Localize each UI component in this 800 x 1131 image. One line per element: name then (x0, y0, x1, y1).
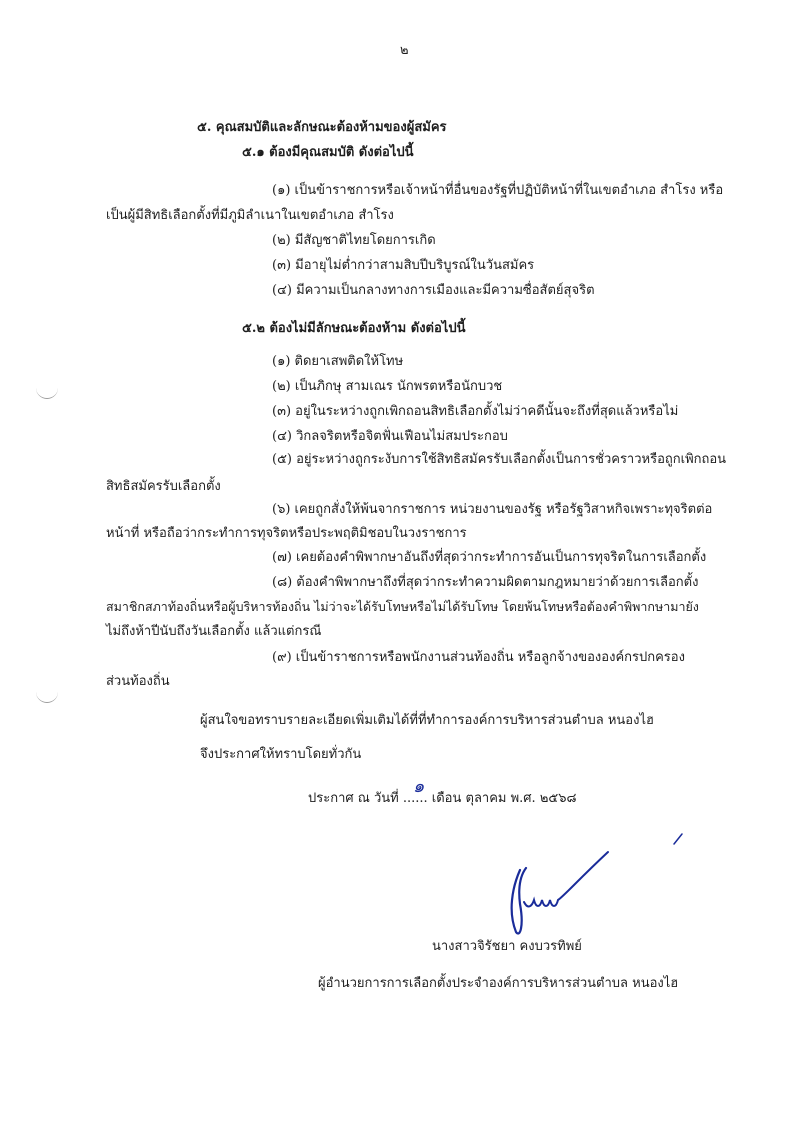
signature-image (498, 840, 638, 940)
prohibition-item-cont: ส่วนท้องถิ่น (106, 674, 170, 689)
prohibition-item: (๒) เป็นภิกษุ สามเณร นักพรตหรือนักบวช (272, 379, 503, 394)
qualification-item: (๒) มีสัญชาติไทยโดยการเกิด (272, 233, 436, 248)
prohibition-item: (๙) เป็นข้าราชการหรือพนักงานส่วนท้องถิ่น หรือลูกจ้างขององค์กรปกครอง (272, 650, 685, 665)
section-5-1-heading: ๕.๑ ต้องมีคุณสมบัติ ดังต่อไปนี้ (242, 145, 414, 160)
prohibition-item: (๓) อยู่ในระหว่างถูกเพิกถอนสิทธิเลือกตั้งไม่ว่าคดีนั้นจะถึงที่สุดแล้วหรือไม่ (272, 404, 679, 419)
signer-name: นางสาวจิรัชยา คงบวรทิพย์ (432, 939, 582, 954)
prohibition-item: (๑) ติดยาเสพติดให้โทษ (272, 354, 404, 369)
handwritten-day: ๑ (412, 776, 425, 797)
pen-mark (668, 832, 684, 848)
prohibition-item: (๘) ต้องคำพิพากษาถึงที่สุดว่ากระทำความผิดตามกฎหมายว่าด้วยการเลือกตั้ง (272, 575, 699, 590)
qualification-item: (๑) เป็นข้าราชการหรือเจ้าหน้าที่อื่นของรัฐที่ปฏิบัติหน้าที่ในเขตอำเภอ สำโรง หรือ (272, 183, 724, 198)
page-number: ๒ (400, 43, 409, 58)
binder-hole (36, 386, 58, 399)
section-5-heading: ๕. คุณสมบัติและลักษณะต้องห้ามของผู้สมัคร (197, 120, 447, 135)
prohibition-item-cont: สมาชิกสภาท้องถิ่นหรือผู้บริหารท้องถิ่น ไม่ว่าจะได้รับโทษหรือไม่ได้รับโทษ โดยพ้นโทษหรือต้องคำพิพากษามายัง (106, 599, 699, 614)
prohibition-item: (๔) วิกลจริตหรือจิตฟั่นเฟือนไม่สมประกอบ (272, 429, 508, 444)
binder-hole (36, 690, 58, 703)
date-day-field (402, 776, 428, 806)
qualification-item-cont: เป็นผู้มีสิทธิเลือกตั้งที่มีภูมิลำเนาในเขตอำเภอ สำโรง (106, 208, 394, 223)
contact-note: ผู้สนใจขอทราบรายละเอียดเพิ่มเติมได้ที่ที่ทำการองค์การบริหารส่วนตำบล หนองไฮ (200, 713, 654, 728)
date-prefix: ประกาศ ณ วันที่ (308, 791, 403, 806)
date-suffix: เดือน ตุลาคม พ.ศ. ๒๕๖๘ (427, 791, 577, 806)
prohibition-item-cont: สิทธิสมัครรับเลือกตั้ง (106, 479, 221, 494)
announce-note: จึงประกาศให้ทราบโดยทั่วกัน (200, 747, 362, 762)
qualification-item: (๓) มีอายุไม่ต่ำกว่าสามสิบปีบริบูรณ์ในวันสมัคร (272, 258, 535, 273)
date-dots: ...... (402, 791, 428, 806)
signer-title: ผู้อำนวยการการเลือกตั้งประจำองค์การบริหารส่วนตำบล หนองไฮ (318, 976, 679, 991)
qualification-item: (๔) มีความเป็นกลางทางการเมืองและมีความซื่อสัตย์สุจริต (272, 283, 595, 298)
prohibition-item-cont: หน้าที่ หรือถือว่ากระทำการทุจริตหรือประพฤติมิชอบในวงราชการ (106, 526, 467, 541)
announcement-date (308, 776, 577, 808)
prohibition-item: (๖) เคยถูกสั่งให้พ้นจากราชการ หน่วยงานของรัฐ หรือรัฐวิสาหกิจเพราะทุจริตต่อ (272, 502, 713, 517)
prohibition-item: (๕) อยู่ระหว่างถูกระงับการใช้สิทธิสมัครรับเลือกตั้งเป็นการชั่วคราวหรือถูกเพิกถอน (272, 452, 727, 467)
prohibition-item-cont: ไม่ถึงห้าปีนับถึงวันเลือกตั้ง แล้วแต่กรณี (106, 624, 322, 639)
prohibition-item: (๗) เคยต้องคำพิพากษาอันถึงที่สุดว่ากระทำการอันเป็นการทุจริตในการเลือกตั้ง (272, 550, 707, 565)
section-5-2-heading: ๕.๒ ต้องไม่มีลักษณะต้องห้าม ดังต่อไปนี้ (242, 321, 466, 336)
